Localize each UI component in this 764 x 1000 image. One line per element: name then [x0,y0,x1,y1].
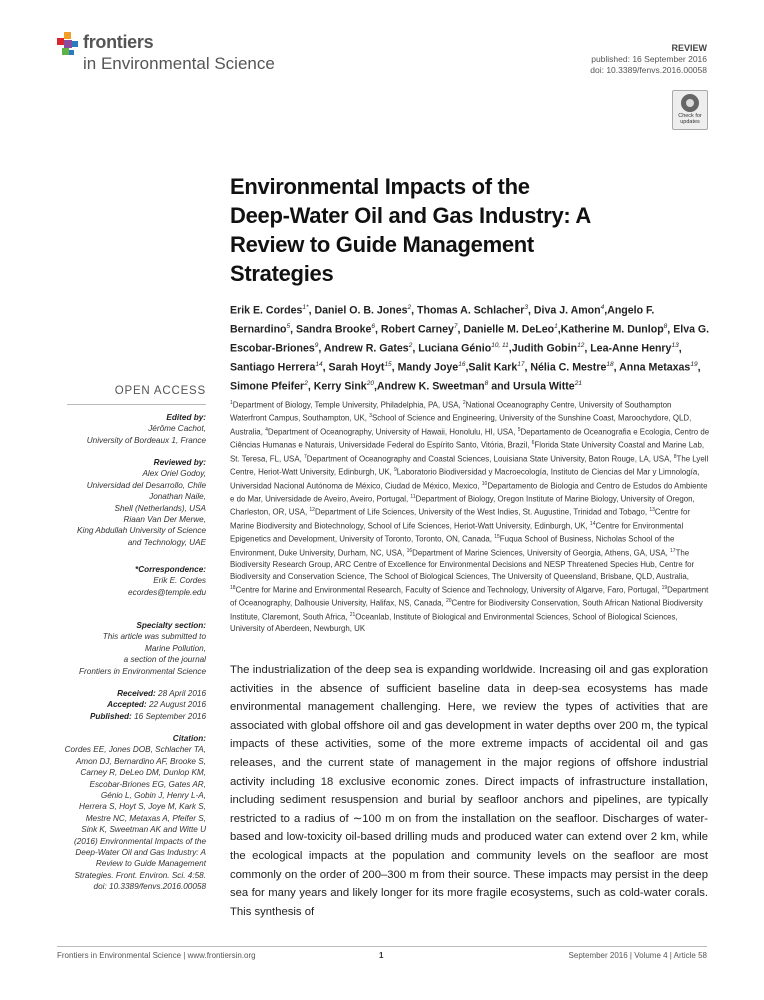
specialty-line: Marine Pollution, [145,643,206,653]
journal-logo[interactable] [57,30,297,80]
author-separator: , [290,323,297,336]
citation-line: Amon DJ, Bernardino AF, Brooke S, [75,756,206,766]
affiliation-text: Department of Life Sciences, University of the West Indies, St. Augustine, Trinidad and Tobago, [314,508,650,517]
author-name[interactable]: Lea-Anne Henry [590,342,672,355]
affiliation-text: The Biodiversity Research Group, ARC Centre of Excellence for Environmental Decisions and NESP Threatened Species Hub, Centre for Biodiversity and Conservation Science, The School of Biological Sciences, The University of Queensland, Brisbane, QLD, Australia, [230,548,695,581]
author-name[interactable]: Angelo F. Bernardino [230,304,655,336]
specialty-line: a section of the journal [123,655,206,665]
affiliation-text: Centre for Marine Biodiversity and Biotechnology, School of Life Sciences, Heriot-Watt University, Edinburgh, UK, [230,508,690,531]
author-affiliation-mark: 2 [408,342,413,350]
editor-line: Jérôme Cachot, [148,424,206,434]
author-affiliation-mark: 1* [302,304,309,311]
footer-divider [57,946,707,947]
correspondence-section [40,564,206,598]
title-line: Environmental Impacts of the [230,174,530,199]
author-list [230,300,710,395]
reviewer-line: Universidad del Desarrollo, Chile [86,480,206,490]
author-separator: , [307,380,314,393]
editor-line: University of Bordeaux 1, France [86,435,206,445]
author-name[interactable]: Sandra Brooke [296,323,372,336]
author-affiliation-mark: 21 [574,380,582,388]
published-value: 16 September 2016 [134,711,206,721]
citation-line: Escobar-Briones EG, Gates AR, [89,779,206,789]
correspondent-email[interactable]: ecordes@temple.edu [128,587,206,597]
reviewed-by-section [40,457,206,548]
affiliation-text: Department of Oceanography and Coastal Sciences, Louisiana State University, Baton Rouge, LA, USA, [306,454,674,464]
author-affiliation-mark: 2 [304,380,308,388]
affiliation-mark: 21 [349,611,356,618]
author-separator: , [678,342,682,355]
published-label: Published: [89,711,132,721]
abstract: The industrialization of the deep sea is expanding worldwide. Increasing oil and gas exploration activities in the absence of sufficient baseline data in deep-sea ecosystems has made environmental management challenging. Here, we review the types of activities that are associated with global offshore oil and gas development in water depths over 200 m, the typical impacts of these activities, some of the more extreme impacts of accidental oil and gas releases, and the current state of management in the major regions of offshore industrial activity including 18 exclusive economic zones. Direct impacts of infrastructure installation, including sediment resuspension and burial by seafloor anchors and pipelines, are typically restricted to a radius of ∼100 m on from the installation on the seafloor. Discharges of water-based and low-toxicity oil-based drilling muds and produced water can extend over 2 km, while the ecological impacts at the population and community levels on the seafloor are most commonly on the order of 200–300 m from their source. These impacts may persist in the deep sea for many years and likely longer for its more fragile ecosystems, such as cold-water corals. This synthesis of [230,664,708,918]
affiliation-text: Departamento de Oceanografia e Ecologia, Centro de Ciências Humanas e Naturais, Universidade Federal do Espírito Santo, Vitória, Brazil, [230,427,710,450]
author-name[interactable]: Andrew K. Sweetman [376,380,485,393]
article-title [230,172,710,288]
correspondence-heading: *Correspondence: [135,565,206,574]
affiliation-mark: 20 [445,598,452,605]
citation-line: Deep-Water Oil and Gas Industry: A [75,848,206,858]
affiliation-mark: 19 [661,584,668,591]
received-label: Received: [117,689,156,698]
affiliation-text: Florida State University Coastal and Marine Lab, St. Teresa, FL, USA, [230,440,705,464]
author-separator: , [373,380,377,393]
citation-line: Herrera S, Hoyt S, Joye M, Kark S, [79,802,206,812]
author-name[interactable]: Mandy Joye [397,361,459,374]
reviewed-by-heading: Reviewed by: [153,458,206,467]
accepted-label: Accepted: [107,700,147,710]
citation-line: Cordes EE, Jones DOB, Schlacher TA, [64,745,206,755]
published-date: published: 16 September 2016 [591,54,707,64]
author-affiliation-mark: 16 [458,361,466,369]
affiliation-mark: 11 [410,493,416,500]
affiliation-mark: 17 [670,547,676,554]
affiliation-mark: 3 [369,413,372,420]
author-separator: , [457,323,464,336]
author-affiliation-mark: 19 [690,361,698,369]
citation-line: Mestre NC, Metaxas A, Pfeifer S, [85,813,206,823]
author-name[interactable]: Kerry Sink [313,380,367,393]
accepted-date [40,699,206,710]
affiliation-mark: 5 [517,426,521,433]
affiliation-text: Centre for Biodiversity Conservation, South African National Biodiversity Institute, Claremont, South Africa, [230,598,703,622]
author-separator: , [318,342,324,355]
author-name[interactable]: Ursula Witte [512,380,575,393]
affiliation-mark: 12 [309,507,315,514]
affiliations [230,398,710,635]
badge-label-2: updates [680,119,700,125]
author-affiliation-mark: 8 [663,323,668,331]
author-separator: , [697,361,701,374]
affiliation-text: Department of Biology, Oregon Institute of Marine Biology, University of Oregon, Charleston, OR, USA, [230,494,695,517]
author-name[interactable]: Thomas A. Schlacher [417,304,525,317]
author-name[interactable]: Sarah Hoyt [328,361,385,374]
author-affiliation-mark: 15 [384,361,392,369]
sidebar-divider [67,404,206,405]
correspondent-name: Erik E. Cordes [153,576,206,586]
affiliation-mark: 7 [303,453,307,460]
author-name[interactable]: Luciana Génio [418,342,492,355]
published-date-sidebar [40,711,206,722]
affiliation-mark: 13 [649,507,655,514]
author-separator: , [557,323,561,336]
author-name[interactable]: Robert Carney [380,323,454,336]
citation-line: Review to Guide Management [95,859,206,869]
specialty-heading: Specialty section: [136,621,206,630]
reviewer-line: King Abdullah University of Science [77,526,206,536]
title-line: Strategies [230,261,334,286]
affiliation-text: School of Science and Engineering, University of the Sunshine Coast, Maroochydore, QLD, Australia, [230,414,692,437]
specialty-section [40,620,206,677]
author-affiliation-mark: 8 [484,380,489,388]
author-separator: , [584,342,591,355]
affiliation-mark: 6 [531,440,535,447]
brand-name: frontiers [83,32,154,52]
affiliation-text: National Oceanography Centre, University of Southampton Waterfront Campus, Southampton, UK, [230,400,672,424]
author-affiliation-mark: 7 [453,323,458,331]
author-affiliation-mark: 14 [315,361,323,369]
dates-section [40,688,206,722]
author-name[interactable]: Andrew R. Gates [323,342,409,355]
citation-line: Strategies. Front. Environ. Sci. 4:58. [74,870,206,880]
author-separator: , [411,304,418,317]
citation-heading: Citation: [172,734,206,743]
author-affiliation-mark: 3 [524,304,528,311]
reviewer-line: Riaan Van Der Merwe, [123,515,206,525]
reviewer-line: and Technology, UAE [127,537,206,547]
author-affiliation-mark: 17 [517,361,525,369]
author-name[interactable]: Diva J. Amon [533,304,601,317]
affiliation-text: Department of Marine Sciences, University of Georgia, Athens, GA, USA, [412,548,671,558]
author-separator: , [667,323,674,336]
citation-line: Carney R, DeLeo DM, Dunlop KM, [80,768,206,778]
open-access-label: OPEN ACCESS [114,385,206,397]
citation-line: (2016) Environmental Impacts of the [74,836,206,846]
author-affiliation-mark: 20 [366,380,374,388]
author-separator: , [391,361,398,374]
affiliation-mark: 8 [673,453,677,460]
affiliation-text: Centre for Marine and Environmental Research, Faculty of Science and Technology, University of Algarve, Faro, Portugal, [235,585,662,595]
author-affiliation-mark: 12 [577,342,585,350]
badge-label-1: Check for [678,113,702,119]
author-affiliation-mark: 2 [407,304,412,311]
affiliation-text: The Lyell Centre, Heriot-Watt University, Edinburgh, UK, [230,454,709,477]
author-separator: , [528,304,534,317]
affiliation-mark: 4 [265,426,268,433]
journal-name: in Environmental Science [83,54,275,73]
edited-by-section [40,412,206,446]
citation-line: Sink K, Sweetman AK and Witte U [81,825,206,835]
received-date [40,688,206,699]
affiliation-mark: 10 [481,480,488,487]
author-affiliation-mark: 13 [671,342,679,350]
article-info [590,43,707,76]
author-name[interactable]: Judith Gobin [511,342,578,355]
author-separator: , [412,342,419,355]
specialty-line: Frontiers in Environmental Science [79,666,206,676]
affiliation-text: Department of Oceanography, Dalhousie University, Halifax, NS, Canada, [230,585,709,608]
affiliation-text: Oceanlab, Institute of Biological and Environmental Sciences, School of Biological Sciences, University of Aberdeen, Newburgh, UK [230,612,678,633]
citation-line: Génio L, Gobin J, Henry L-A, [100,791,206,801]
check-for-updates-badge[interactable] [672,90,708,130]
author-name[interactable]: Nélia C. Mestre [530,361,607,374]
affiliation-text: Departamento de Biologia and Centro de Estudos do Ambiente e do Mar, Universidade de Aveiro, Aveiro, Portugal, [230,481,708,504]
frontiers-logo-icon [57,32,79,58]
author-affiliation-mark: 9 [314,342,319,350]
author-separator: , [465,361,469,374]
edited-by-heading: Edited by: [166,413,206,422]
article-doi[interactable]: doi: 10.3389/fenvs.2016.00058 [590,65,707,75]
author-separator: , [322,361,329,374]
affiliation-text: Fuqua School of Business, Nicholas School of the Environment, Duke University, Durham, NC, USA, [230,534,675,558]
author-separator: , [524,361,531,374]
author-name[interactable]: Anna Metaxas [619,361,691,374]
author-affiliation-mark: 10, 11 [491,342,509,350]
author-name[interactable]: Simone Pfeifer [230,380,305,393]
affiliation-mark: 14 [589,520,596,527]
affiliation-mark: 16 [406,547,413,554]
affiliation-mark: 15 [494,534,500,541]
affiliation-mark: 9 [394,467,397,474]
author-separator: , [613,361,620,374]
author-separator: and [488,380,513,393]
title-line: Review to Guide Management [230,232,534,257]
affiliation-text: Laboratorio Biodiversidad y Macroecología, Instituto de Ciencias del Mar y Limnología, Universidad Nacional Autónoma de México, Ciudad de México, Mexico, [230,467,700,491]
author-name[interactable]: Elva G. Escobar-Briones [230,323,710,355]
author-name[interactable]: Santiago Herrera [230,361,316,374]
author-separator: , [375,323,381,336]
received-value: 28 April 2016 [158,689,206,698]
specialty-line: This article was submitted to [102,632,206,642]
author-name[interactable]: Danielle M. DeLeo [463,323,555,336]
author-separator: , [508,342,512,355]
reviewer-line: Jonathan Naile, [149,492,206,502]
citation-section [40,733,206,893]
author-name[interactable]: Daniel O. B. Jones [314,304,408,317]
footer-journal[interactable]: Frontiers in Environmental Science | www.frontiersin.org [57,951,256,960]
author-separator: , [308,304,315,317]
author-name[interactable]: Salit Kark [468,361,518,374]
page-number: 1 [379,951,384,960]
title-line: Deep-Water Oil and Gas Industry: A [230,203,592,228]
affiliation-text: Centre for Environmental Epigenetics and Development, University of Toronto, Toronto, ON, Canada, [230,521,684,544]
author-affiliation-mark: 5 [286,323,291,331]
citation-doi[interactable]: doi: 10.3389/fenvs.2016.00058 [93,882,206,892]
article-type: REVIEW [671,43,707,53]
author-affiliation-mark: 1 [554,323,558,331]
affiliation-mark: 18 [230,584,236,591]
author-name[interactable]: Katherine M. Dunlop [560,323,664,336]
author-separator: , [604,304,608,317]
reviewer-line: Alex Oriel Godoy, [142,469,206,479]
author-affiliation-mark: 18 [606,361,614,369]
author-name[interactable]: Erik E. Cordes [230,304,303,317]
author-affiliation-mark: 4 [600,304,605,311]
reviewer-line: Shell (Netherlands), USA [114,503,206,513]
crossmark-icon [681,94,699,112]
affiliation-mark: 1 [230,400,233,406]
author-affiliation-mark: 6 [371,323,376,331]
affiliation-mark: 2 [462,400,466,406]
affiliation-text: Department of Biology, Temple University, Philadelphia, PA, USA, [232,400,463,410]
footer-issue: September 2016 | Volume 4 | Article 58 [568,951,707,960]
accepted-value: 22 August 2016 [148,700,206,710]
affiliation-text: Department of Oceanography, University of Hawaii, Honolulu, HI, USA, [267,427,518,437]
